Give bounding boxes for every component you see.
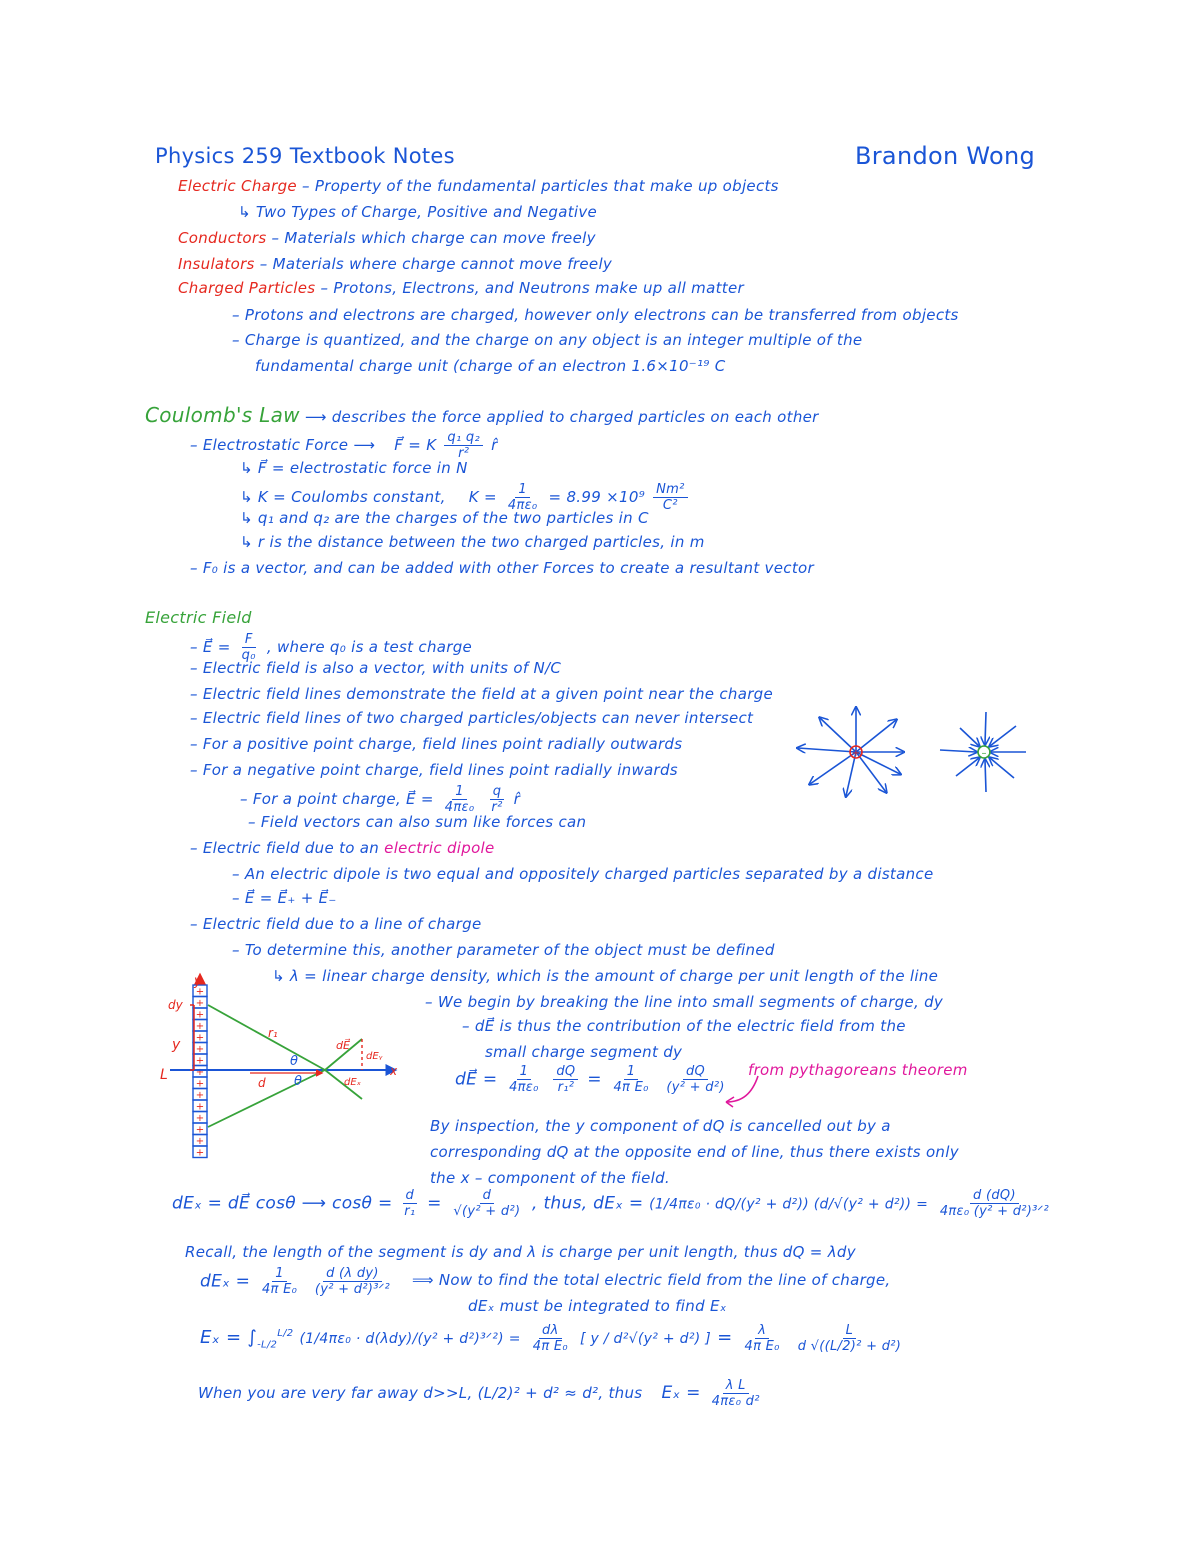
rod-plus-sign: +	[195, 1136, 205, 1147]
def-insulators: – Materials where charge cannot move freely	[254, 255, 613, 273]
cos-f2-num: d	[480, 1188, 495, 1204]
diagram-d-label: d	[258, 1076, 266, 1090]
negative-charge-symbol: –	[981, 748, 987, 759]
diagram-dE-label: dE⃗	[336, 1039, 350, 1052]
derivation-line-3: small charge segment dy	[485, 1043, 683, 1061]
Ex-equals: =	[717, 1327, 733, 1348]
cos-f2-den: √(y² + d²)	[453, 1204, 521, 1219]
conductors-definition	[178, 228, 596, 248]
diagram-y-axis-label: y	[194, 974, 202, 989]
rod-plus-sign: +	[195, 1147, 205, 1159]
page-title: Physics 259 Textbook Notes	[155, 144, 455, 168]
rod-plus-sign: +	[195, 1032, 205, 1044]
dEx-frac-1	[259, 1266, 300, 1297]
far-away-fraction	[709, 1378, 763, 1409]
pythagoras-note: from pythagoreans theorem	[748, 1061, 968, 1079]
far-away-num: λ L	[723, 1378, 749, 1394]
cos-thus: , thus, dEₓ =	[532, 1193, 644, 1214]
far-away-lhs: Eₓ =	[661, 1383, 701, 1403]
diagram-y-label: y	[172, 1037, 181, 1053]
rod-plus-sign: +	[195, 1124, 205, 1136]
field-bullet-9	[190, 838, 495, 858]
field-bullet-13: – To determine this, another parameter of the object must be defined	[232, 941, 775, 959]
field-bullet-5: – For a positive point charge, field lines point radially outwards	[190, 735, 683, 753]
force-unit-vector: r̂	[491, 436, 498, 454]
rod-plus-sign: +	[195, 1101, 205, 1113]
diagram-dEx-label: dEₓ	[344, 1077, 362, 1088]
term-insulators: Insulators	[178, 255, 255, 273]
dE-frac-4	[663, 1064, 727, 1095]
charged-rod	[193, 985, 207, 1159]
coulomb-line-3: ↳ q₁ and q₂ are the charges of the two particles in C	[240, 509, 649, 527]
pc-num-1: 1	[452, 784, 467, 800]
recall-line: Recall, the length of the segment is dy and λ is charge per unit length, thus dQ = λdy	[185, 1243, 856, 1261]
Ex-integrand: (1/4πε₀ · d(λdy)/(y² + d²)³ᐟ²) =	[299, 1331, 521, 1347]
cos-equation	[172, 1188, 1055, 1219]
point-charge-field-diagrams	[790, 700, 1030, 800]
Ex-upper-limit: L/2	[277, 1328, 294, 1339]
rod-plus-sign: +	[195, 1021, 205, 1032]
dE-f3-den: 4π E₀	[613, 1080, 649, 1095]
positive-charge-field	[798, 708, 903, 796]
rod-plus-sign: +	[195, 1067, 205, 1078]
diagram-theta-bottom: θ	[294, 1074, 302, 1089]
point-charge-fraction-1	[442, 784, 478, 815]
force-eq-lhs: F⃗ = K	[394, 436, 437, 454]
line-charge-diagram	[150, 975, 410, 1165]
dE-f1-num: 1	[517, 1064, 532, 1080]
k-denominator: 4πε₀	[507, 498, 538, 513]
dEx-equation	[200, 1266, 396, 1297]
Ex-frac-1	[530, 1323, 571, 1354]
author-name: Brandon Wong	[855, 142, 1036, 170]
rod-plus-sign: +	[195, 1055, 205, 1067]
field-bullet-8: – Field vectors can also sum like forces can	[248, 813, 587, 831]
point-charge-lhs: – For a point charge, E⃗ =	[240, 790, 434, 808]
def-electric-charge: – Property of the fundamental particles that make up objects	[296, 177, 779, 195]
rod-plus-sign: +	[195, 986, 205, 998]
field-bullet-12: – Electric field due to a line of charge	[190, 915, 482, 933]
dEx-f2-den: (y² + d²)³ᐟ²	[314, 1282, 391, 1297]
diagram-dy-label: dy	[168, 998, 183, 1012]
particles-bullet-1: – Protons and electrons are charged, however only electrons can be transferred from objects	[232, 306, 959, 324]
force-numerator: q₁ q₂	[444, 430, 483, 446]
dEx-f2-num: d (λ dy)	[323, 1266, 382, 1282]
term-conductors: Conductors	[178, 229, 267, 247]
derivation-line-2: – dE⃗ is thus the contribution of the electric field from the	[462, 1017, 906, 1035]
dE-mid-equals: =	[587, 1069, 602, 1090]
field-bullet-7	[240, 784, 520, 815]
Ex-f3-den: d √((L/2)² + d²)	[797, 1338, 902, 1354]
field-bullet-4: – Electric field lines of two charged particles/objects can never intersect	[190, 709, 754, 727]
Ex-lhs: Eₓ = ∫	[200, 1327, 258, 1348]
dE-f2-den: r₁²	[557, 1080, 575, 1095]
pc-num-2: q	[490, 784, 505, 800]
rod-plus-sign: +	[195, 1044, 205, 1055]
Ex-f2-den: 4π E₀	[744, 1338, 780, 1354]
Ex-f1-num: dλ	[539, 1323, 562, 1339]
particles-bullet-3: fundamental charge unit (charge of an electron 1.6×10⁻¹⁹ C	[255, 357, 726, 375]
Ex-frac-3	[795, 1323, 904, 1354]
force-label: – Electrostatic Force ⟶	[190, 436, 376, 454]
inspection-line-2: corresponding dQ at the opposite end of line, thus there exists only	[430, 1143, 959, 1161]
diagram-dEy-label: dEᵧ	[366, 1051, 383, 1062]
k-unit-fraction	[653, 482, 688, 513]
cos-f1-num: d	[403, 1188, 418, 1204]
field-def-lhs: – E⃗ =	[190, 638, 231, 656]
k-numerator: 1	[515, 482, 530, 498]
pc-den-2: r²	[491, 800, 503, 815]
rod-plus-sign: +	[195, 1113, 205, 1124]
dE-f4-den: (y² + d²)	[666, 1080, 725, 1095]
coulomb-force-equation	[190, 430, 498, 461]
field-bullet-2: – Electric field is also a vector, with units of N/C	[190, 659, 562, 677]
dE-frac-1	[506, 1064, 542, 1095]
Ex-bracket: [ y / d²√(y² + d²) ]	[579, 1331, 712, 1347]
inspection-line-1: By inspection, the y component of dQ is cancelled out by a	[430, 1117, 891, 1135]
dEx-f1-num: 1	[272, 1266, 287, 1282]
dipole-term: electric dipole	[384, 839, 495, 857]
cos-equals: =	[427, 1193, 442, 1214]
field-def-denominator: q₀	[241, 648, 256, 663]
force-denominator: r²	[458, 446, 470, 461]
cos-f1-den: r₁	[404, 1204, 416, 1219]
field-def-numerator: F	[242, 632, 256, 648]
field-heading: Electric Field	[145, 608, 252, 627]
charge-types-note: ↳ Two Types of Charge, Positive and Negative	[238, 203, 598, 221]
dE-f1-den: 4πε₀	[509, 1080, 539, 1095]
k-unit-numerator: Nm²	[653, 482, 688, 498]
dE-frac-2	[553, 1064, 578, 1095]
particles-definition	[178, 278, 744, 298]
now-line-2: dEₓ must be integrated to find Eₓ	[468, 1297, 727, 1315]
charge-definition	[178, 176, 779, 196]
r1-line-bottom	[208, 1070, 325, 1127]
particles-bullet-2: – Charge is quantized, and the charge on any object is an integer multiple of the	[232, 331, 863, 349]
diagram-L-label: L	[160, 1067, 168, 1083]
positive-charge-symbol: +	[851, 748, 861, 759]
k-unit-denominator: C²	[662, 498, 678, 513]
Ex-integral-equation	[200, 1322, 907, 1358]
field-bullet-10: – An electric dipole is two equal and oppositely charged particles separated by a distance	[232, 865, 934, 883]
far-away-text: When you are very far away d>>L, (L/2)² + d² ≈ d², thus	[198, 1384, 643, 1402]
inspection-line-3: the x – component of the field.	[430, 1169, 670, 1187]
cos-product: (1/4πε₀ · dQ/(y² + d²)) (d/√(y² + d²)) =	[649, 1196, 929, 1213]
coulomb-line-1: ↳ F⃗ = electrostatic force in N	[240, 459, 468, 477]
point-charge-fraction-2	[488, 784, 505, 815]
cos-frac-2	[450, 1188, 523, 1219]
dEx-frac-2	[312, 1266, 393, 1297]
insulators-definition	[178, 254, 612, 274]
coulomb-title: Coulomb's Law	[145, 403, 300, 427]
diagram-r1-label: r₁	[268, 1026, 278, 1040]
k-value: = 8.99 ×10⁹	[548, 488, 646, 506]
def-conductors: – Materials which charge can move freely	[266, 229, 596, 247]
diagram-x-axis-label: x	[390, 1064, 398, 1078]
coulomb-heading	[145, 402, 819, 430]
cos-f4-den: 4πε₀ (y² + d²)³ᐟ²	[939, 1204, 1049, 1219]
term-charged-particles: Charged Particles	[178, 279, 316, 297]
point-charge-hat: r̂	[513, 790, 521, 808]
dE-equation	[455, 1064, 731, 1095]
pc-den-1: 4πε₀	[444, 800, 475, 815]
Ex-frac-2	[742, 1323, 783, 1354]
far-away-den: 4πε₀ d²	[711, 1394, 760, 1409]
diagram-theta-top: θ	[290, 1054, 298, 1069]
Ex-lower-limit: -L/2	[257, 1339, 278, 1351]
now-line-1: ⟹ Now to find the total electric field from the line of charge,	[412, 1271, 891, 1289]
dE-frac-3	[610, 1064, 651, 1095]
derivation-line-1: – We begin by breaking the line into small segments of charge, dy	[425, 993, 944, 1011]
cos-f4-num: d (dQ)	[970, 1188, 1019, 1204]
coulomb-line-4: ↳ r is the distance between the two charged particles, in m	[240, 533, 705, 551]
dEx-lhs: dEₓ =	[200, 1271, 251, 1292]
field-bullet-11: – E⃗ = E⃗₊ + E⃗₋	[232, 889, 337, 907]
field-bullet-14: ↳ λ = linear charge density, which is the amount of charge per unit length of the line	[272, 967, 939, 985]
k-eq: K =	[468, 488, 497, 506]
Ex-f2-num: λ	[755, 1323, 769, 1339]
def-charged-particles: – Protons, Electrons, and Neutrons make up all matter	[315, 279, 744, 297]
dipole-intro: – Electric field due to an	[190, 839, 385, 857]
dE-f2-num: dQ	[553, 1064, 578, 1080]
cos-frac-1	[401, 1188, 418, 1219]
far-away-line	[198, 1378, 766, 1409]
rod-plus-sign: +	[195, 1078, 205, 1090]
coulomb-constant-label: ↳ K = Coulombs constant,	[240, 488, 446, 506]
rod-plus-sign: +	[195, 1009, 205, 1021]
rod-plus-sign: +	[195, 998, 205, 1009]
field-def-rhs: , where q₀ is a test charge	[266, 638, 473, 656]
field-bullet-3: – Electric field lines demonstrate the field at a given point near the charge	[190, 685, 774, 703]
Ex-f1-den: 4π E₀	[532, 1338, 568, 1354]
cos-lhs: dEₓ = dE⃗ cosθ ⟶ cosθ =	[172, 1193, 393, 1214]
term-electric-charge: Electric Charge	[178, 177, 297, 195]
cos-frac-4	[937, 1188, 1052, 1219]
Ex-f3-num: L	[843, 1323, 857, 1339]
force-fraction	[444, 430, 483, 461]
r1-line-top	[208, 1005, 325, 1070]
rod-plus-sign: +	[195, 1090, 205, 1101]
dEx-f1-den: 4π E₀	[261, 1282, 298, 1297]
field-bullet-6: – For a negative point charge, field lines point radially inwards	[190, 761, 678, 779]
coulomb-description: ⟶ describes the force applied to charged particles on each other	[299, 408, 819, 426]
dE-lhs: dE⃗ =	[455, 1069, 498, 1090]
dE-f3-num: 1	[624, 1064, 639, 1080]
coulomb-line-5: – F₀ is a vector, and can be added with other Forces to create a resultant vector	[190, 559, 814, 577]
dE-f4-num: dQ	[683, 1064, 708, 1080]
